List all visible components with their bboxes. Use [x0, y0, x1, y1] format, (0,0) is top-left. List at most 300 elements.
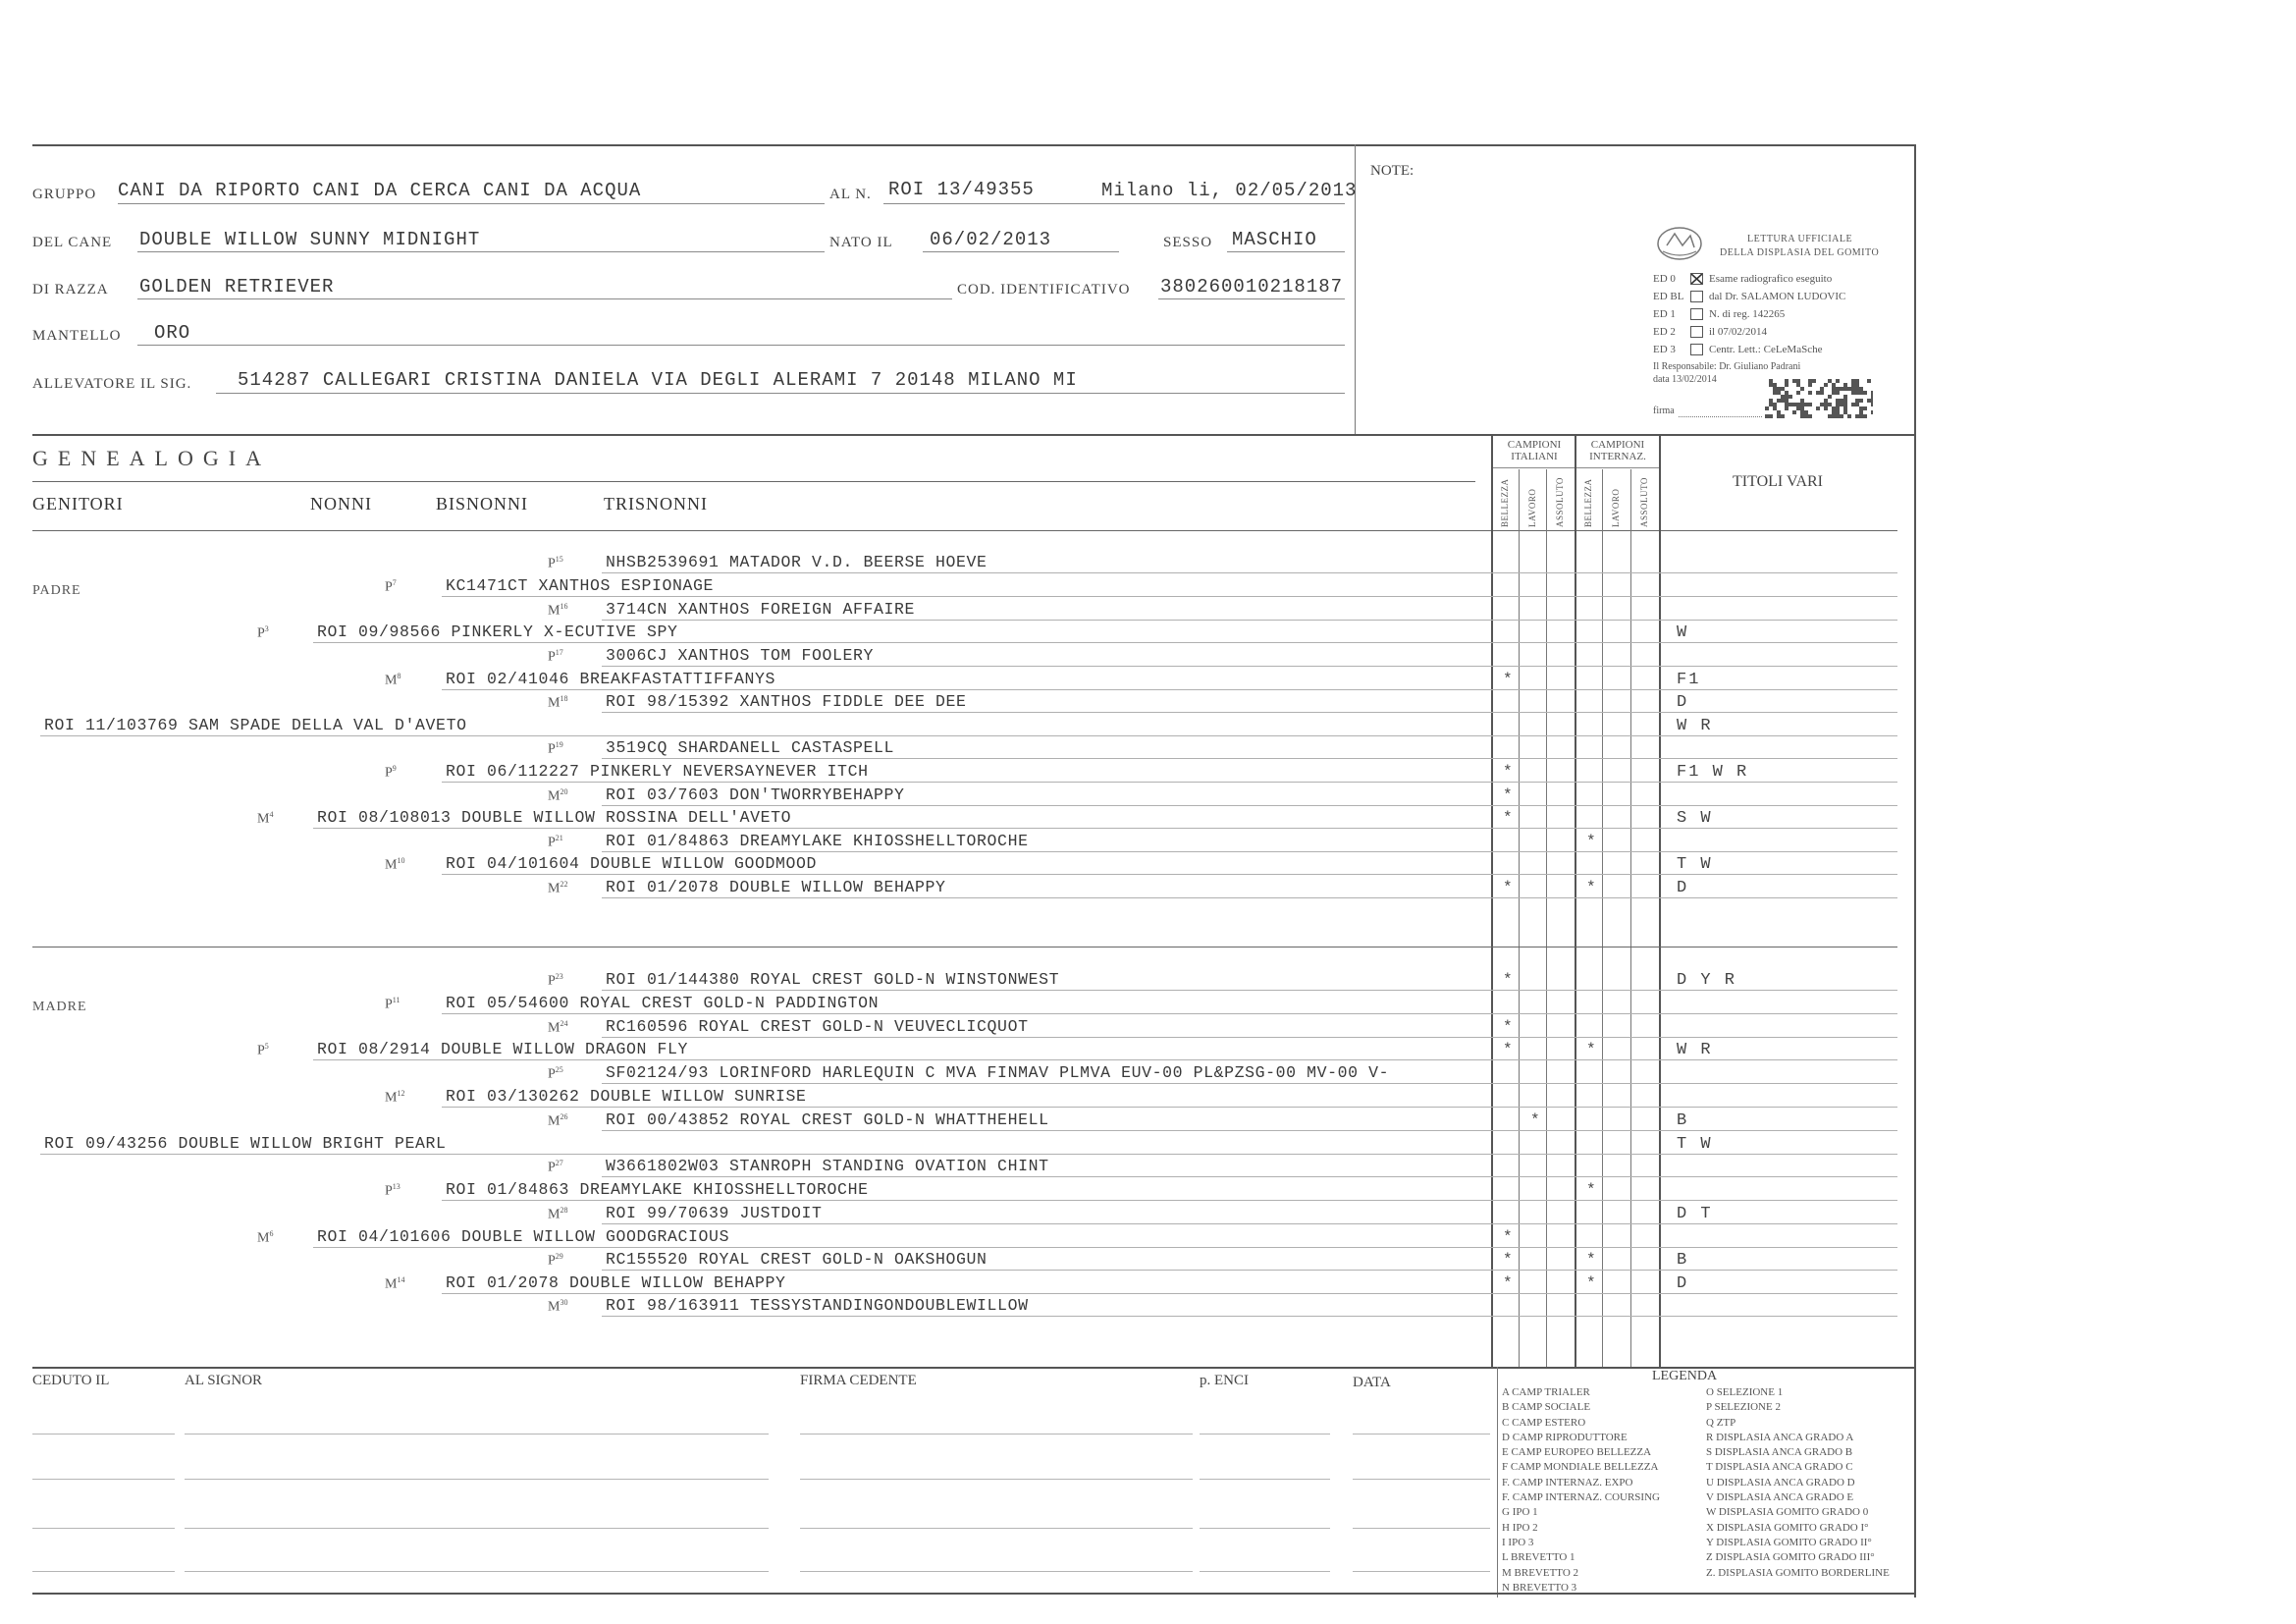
- aln-label: AL N.: [829, 187, 872, 202]
- campioni-italiani: CAMPIONI ITALIANI: [1507, 439, 1562, 462]
- titoli-value: B: [1677, 1251, 1689, 1270]
- legenda-divider: [1497, 1367, 1498, 1597]
- row-position-label: [257, 810, 273, 828]
- allevatore-underline: [216, 393, 1345, 394]
- legenda-right-item: S DISPLASIA ANCA GRADO B: [1706, 1446, 1853, 1459]
- footer-blank-line: [32, 1571, 175, 1572]
- position-letter: P: [385, 997, 393, 1012]
- champion-mark: *: [1586, 879, 1596, 896]
- legenda-right-item: Q ZTP: [1706, 1416, 1736, 1429]
- note-label: NOTE:: [1370, 163, 1415, 179]
- elbow-option-1: [1653, 291, 1879, 308]
- row-grid-underline: [1491, 1270, 1897, 1271]
- position-letter: P: [257, 1043, 265, 1058]
- subcol-assoluto-2: ASSOLUTO: [1555, 477, 1565, 527]
- row-underline: [442, 596, 1491, 597]
- legenda-left-item: M BREVETTO 2: [1502, 1566, 1579, 1579]
- row-position-label: [548, 787, 567, 805]
- titoli-vari: TITOLI VARI: [1733, 473, 1823, 490]
- row-grid-underline: [1491, 851, 1897, 852]
- madre-label: MADRE: [32, 1000, 87, 1014]
- row-position-label: [548, 1298, 567, 1316]
- legenda-right: [1706, 1385, 1890, 1581]
- col-trisnonni: TRISNONNI: [604, 494, 708, 514]
- row-grid-underline: [1491, 596, 1897, 597]
- elbow-options: [1653, 273, 1879, 361]
- place-date: Milano li, 02/05/2013: [1101, 180, 1358, 201]
- colhead-underline: [32, 530, 1897, 531]
- legenda-left-item: F CAMP MONDIALE BELLEZZA: [1502, 1461, 1659, 1474]
- row-position-label: [548, 972, 563, 990]
- row-grid-underline: [1491, 642, 1897, 643]
- position-number: 17: [555, 648, 563, 657]
- legenda-right-item: X DISPLASIA GOMITO GRADO I°: [1706, 1521, 1869, 1534]
- pedigree-row: ROI 08/2914 DOUBLE WILLOW DRAGON FLY: [317, 1040, 689, 1058]
- checkbox-icon[interactable]: [1690, 291, 1703, 302]
- stamp-title-1: LETTURA UFFICIALE: [1747, 234, 1853, 244]
- col-genitori: GENITORI: [32, 494, 124, 514]
- row-grid-underline: [1491, 689, 1897, 690]
- titoli-value: F1: [1677, 671, 1701, 689]
- checkbox-icon[interactable]: [1690, 326, 1703, 338]
- position-letter: M: [385, 1276, 398, 1292]
- elbow-option-3: [1653, 326, 1879, 344]
- row-position-label: [385, 1275, 404, 1293]
- row-grid-underline: [1491, 572, 1897, 573]
- champion-mark: *: [1503, 1274, 1513, 1292]
- pedigree-row: ROI 01/2078 DOUBLE WILLOW BEHAPPY: [606, 878, 946, 896]
- nato-underline: [923, 251, 1119, 252]
- titoli-value: W: [1677, 623, 1689, 642]
- legenda-left-item: F. CAMP INTERNAZ. COURSING: [1502, 1491, 1660, 1504]
- position-letter: P: [385, 1183, 393, 1199]
- position-letter: M: [548, 1113, 561, 1129]
- footer-blank-line: [185, 1571, 769, 1572]
- responsabile: Il Responsabile: Dr. Giuliano Padrani: [1653, 361, 1801, 372]
- razza-value: GOLDEN RETRIEVER: [139, 276, 335, 298]
- subcol-lavoro-1: LAVORO: [1527, 488, 1537, 527]
- position-number: 20: [560, 787, 568, 796]
- row-underline: [602, 712, 1491, 713]
- row-grid-underline: [1491, 1293, 1897, 1294]
- row-underline: [313, 642, 1491, 643]
- position-letter: P: [548, 741, 556, 757]
- row-position-label: [548, 1019, 567, 1037]
- position-number: 21: [555, 834, 563, 842]
- footer-blank-line: [185, 1479, 769, 1480]
- row-grid-underline: [1491, 666, 1897, 667]
- cod-underline: [1158, 298, 1345, 299]
- row-position-label: [257, 1229, 273, 1247]
- position-number: 4: [269, 810, 274, 819]
- row-underline: [602, 1270, 1491, 1271]
- row-grid-underline: [1491, 735, 1897, 736]
- footer-blank-line: [185, 1434, 769, 1435]
- pedigree-row: ROI 06/112227 PINKERLY NEVERSAYNEVER ITCH: [446, 762, 869, 781]
- row-underline: [313, 1247, 1491, 1248]
- champion-mark: *: [1586, 833, 1596, 850]
- gruppo-underline: [118, 203, 825, 204]
- legenda-left-item: C CAMP ESTERO: [1502, 1416, 1586, 1429]
- legenda-left-item: B CAMP SOCIALE: [1502, 1401, 1591, 1414]
- pedigree-row: 3714CN XANTHOS FOREIGN AFFAIRE: [606, 600, 916, 619]
- pedigree-row: ROI 11/103769 SAM SPADE DELLA VAL D'AVETO: [44, 716, 467, 734]
- legenda-left-item: N BREVETTO 3: [1502, 1581, 1577, 1594]
- nato-value: 06/02/2013: [930, 229, 1052, 250]
- footer-blank-line: [32, 1479, 175, 1480]
- row-underline: [602, 1223, 1491, 1224]
- elbow-option-4: [1653, 344, 1879, 361]
- footer-blank-line: [1200, 1434, 1330, 1435]
- position-number: 15: [555, 555, 563, 564]
- cane-label: DEL CANE: [32, 235, 113, 250]
- row-underline: [40, 735, 1491, 736]
- pedigree-row: RC160596 ROYAL CREST GOLD-N VEUVECLICQUOT: [606, 1017, 1029, 1036]
- position-letter: P: [548, 1253, 556, 1269]
- position-number: 6: [269, 1229, 274, 1238]
- row-position-label: [548, 555, 563, 572]
- legenda-right-item: Z. DISPLASIA GOMITO BORDERLINE: [1706, 1566, 1890, 1579]
- position-letter: P: [548, 1066, 556, 1082]
- row-grid-underline: [1491, 1176, 1897, 1177]
- row-position-label: [385, 1182, 400, 1200]
- row-position-label: [548, 602, 567, 620]
- row-position-label: [548, 834, 563, 851]
- titoli-value: T W: [1677, 1135, 1713, 1154]
- grid-left: [1491, 434, 1493, 1367]
- position-number: 29: [555, 1252, 563, 1261]
- titoli-value: B: [1677, 1111, 1689, 1130]
- position-number: 5: [264, 1042, 269, 1051]
- position-number: 13: [392, 1182, 400, 1191]
- cod-label: COD. IDENTIFICATIVO: [957, 282, 1131, 298]
- row-grid-underline: [1491, 897, 1897, 898]
- mantello-label: MANTELLO: [32, 328, 122, 344]
- mantello-underline: [137, 345, 1345, 346]
- grid-v2: [1546, 469, 1547, 1367]
- gruppo-label: GRUPPO: [32, 187, 97, 202]
- row-underline: [442, 1107, 1491, 1108]
- row-position-label: [385, 764, 397, 782]
- position-number: 8: [397, 672, 401, 680]
- row-grid-underline: [1491, 1247, 1897, 1248]
- razza-underline: [137, 298, 952, 299]
- position-letter: M: [548, 881, 561, 896]
- elbow-option-text: il 07/02/2014: [1709, 326, 1767, 338]
- allevatore-value: 514287 CALLEGARI CRISTINA DANIELA VIA DEGLI ALERAMI 7 20148 MILANO MI: [238, 369, 1078, 391]
- legenda-left: [1502, 1385, 1660, 1596]
- position-number: 10: [397, 856, 405, 865]
- footer-blank-line: [185, 1528, 769, 1529]
- row-grid-underline: [1491, 1037, 1897, 1038]
- footer-blank-line: [1353, 1434, 1490, 1435]
- row-position-label: [548, 1252, 563, 1270]
- position-letter: P: [257, 625, 265, 641]
- row-underline: [442, 1293, 1491, 1294]
- elbow-option-code: ED 1: [1653, 308, 1676, 320]
- pedigree-row: ROI 09/43256 DOUBLE WILLOW BRIGHT PEARL: [44, 1134, 447, 1153]
- row-underline: [602, 1176, 1491, 1177]
- footer-blank-line: [1353, 1528, 1490, 1529]
- footer-blank-line: [800, 1434, 1193, 1435]
- position-number: 11: [392, 996, 400, 1004]
- cane-underline: [137, 251, 825, 252]
- position-letter: P: [385, 579, 393, 595]
- pedigree-row: ROI 03/7603 DON'TWORRYBEHAPPY: [606, 785, 905, 804]
- row-position-label: [548, 1159, 563, 1176]
- legenda-left-item: L BREVETTO 1: [1502, 1551, 1575, 1564]
- pedigree-row: ROI 09/98566 PINKERLY X-ECUTIVE SPY: [317, 623, 678, 641]
- row-position-label: [548, 1206, 567, 1223]
- genealogy-bottom: [32, 1367, 1915, 1369]
- firma-underline: [1679, 416, 1762, 417]
- champion-mark: *: [1586, 1251, 1596, 1269]
- row-position-label: [385, 1089, 404, 1107]
- legenda-left-item: I IPO 3: [1502, 1536, 1534, 1548]
- position-letter: P: [385, 765, 393, 781]
- elbow-option-code: ED BL: [1653, 291, 1684, 302]
- footer-blank-line: [1353, 1479, 1490, 1480]
- cod-value: 380260010218187: [1160, 276, 1344, 298]
- legenda-right-item: Y DISPLASIA GOMITO GRADO II°: [1706, 1536, 1872, 1548]
- subcol-bellezza-0: BELLEZZA: [1500, 478, 1510, 527]
- pedigree-row: ROI 08/108013 DOUBLE WILLOW ROSSINA DELL'AVETO: [317, 808, 792, 827]
- position-letter: M: [548, 1207, 561, 1222]
- footer-blank-line: [800, 1479, 1193, 1480]
- position-number: 7: [392, 578, 397, 587]
- footer-blank-line: [800, 1528, 1193, 1529]
- pedigree-row: ROI 00/43852 ROYAL CREST GOLD-N WHATTHEHELL: [606, 1110, 1049, 1129]
- legenda-title: LEGENDA: [1652, 1369, 1718, 1383]
- champion-mark: *: [1503, 1228, 1513, 1246]
- checkbox-icon[interactable]: [1690, 344, 1703, 355]
- row-underline: [442, 689, 1491, 690]
- row-underline: [602, 1316, 1491, 1317]
- row-underline: [442, 1013, 1491, 1014]
- row-grid-underline: [1491, 1130, 1897, 1131]
- top-border: [32, 144, 1915, 146]
- legenda-left-item: D CAMP RIPRODUTTORE: [1502, 1431, 1628, 1443]
- footer-blank-line: [1353, 1571, 1490, 1572]
- ceduto-label: CEDUTO IL: [32, 1373, 110, 1388]
- legenda-right-item: Z DISPLASIA GOMITO GRADO III°: [1706, 1551, 1875, 1564]
- pedigree-row: ROI 01/144380 ROYAL CREST GOLD-N WINSTONWEST: [606, 970, 1060, 989]
- sesso-label: SESSO: [1163, 235, 1213, 250]
- titoli-value: D Y R: [1677, 971, 1737, 990]
- row-underline: [602, 1083, 1491, 1084]
- aln-value: ROI 13/49355: [888, 179, 1035, 200]
- footer-blank-line: [800, 1571, 1193, 1572]
- firma-label: firma: [1653, 406, 1675, 416]
- allevatore-label: ALLEVATORE IL SIG.: [32, 376, 192, 392]
- row-underline: [602, 990, 1491, 991]
- pedigree-row: ROI 04/101604 DOUBLE WILLOW GOODMOOD: [446, 854, 818, 873]
- row-position-label: [257, 624, 269, 642]
- champion-mark: *: [1503, 1251, 1513, 1269]
- elbow-option-0: [1653, 273, 1879, 291]
- row-grid-underline: [1491, 1154, 1897, 1155]
- legenda-left-item: E CAMP EUROPEO BELLEZZA: [1502, 1446, 1652, 1459]
- row-underline: [442, 1200, 1491, 1201]
- grid-mid: [1575, 434, 1576, 1367]
- footer-blank-line: [32, 1434, 175, 1435]
- row-underline: [602, 1130, 1491, 1131]
- pedigree-row: 3519CQ SHARDANELL CASTASPELL: [606, 738, 895, 757]
- titoli-value: D T: [1677, 1205, 1713, 1223]
- champion-mark: *: [1503, 1041, 1513, 1058]
- pedigree-row: NHSB2539691 MATADOR V.D. BEERSE HOEVE: [606, 553, 988, 571]
- campioni-internaz: CAMPIONI INTERNAZ.: [1589, 439, 1646, 462]
- position-number: 27: [555, 1159, 563, 1167]
- row-position-label: [385, 996, 400, 1013]
- position-number: 9: [392, 764, 397, 773]
- titoli-value: D: [1677, 879, 1689, 897]
- checkbox-checked-icon[interactable]: [1690, 273, 1703, 285]
- row-grid-underline: [1491, 712, 1897, 713]
- grid-v1: [1519, 469, 1520, 1367]
- nato-label: NATO IL: [829, 235, 893, 250]
- pedigree-row: W3661802W03 STANROPH STANDING OVATION CHINT: [606, 1157, 1049, 1175]
- row-grid-underline: [1491, 1200, 1897, 1201]
- champion-mark: *: [1503, 809, 1513, 827]
- position-letter: M: [548, 1020, 561, 1036]
- titoli-value: W R: [1677, 1041, 1713, 1059]
- data-label: DATA: [1353, 1375, 1391, 1390]
- row-grid-underline: [1491, 1107, 1897, 1108]
- row-position-label: [548, 740, 563, 758]
- pedigree-row: ROI 01/84863 DREAMYLAKE KHIOSSHELLTOROCHE: [446, 1180, 869, 1199]
- pedigree-row: ROI 04/101606 DOUBLE WILLOW GOODGRACIOUS: [317, 1227, 730, 1246]
- position-number: 25: [555, 1065, 563, 1074]
- champion-mark: *: [1503, 763, 1513, 781]
- mantello-value: ORO: [154, 322, 191, 344]
- row-position-label: [257, 1042, 269, 1059]
- row-underline: [602, 851, 1491, 852]
- row-grid-underline: [1491, 874, 1897, 875]
- padre-label: PADRE: [32, 583, 81, 598]
- row-grid-underline: [1491, 782, 1897, 783]
- legenda-right-item: V DISPLASIA ANCA GRADO E: [1706, 1491, 1854, 1504]
- row-grid-underline: [1491, 805, 1897, 806]
- row-underline: [313, 828, 1491, 829]
- pedigree-row: ROI 01/84863 DREAMYLAKE KHIOSSHELLTOROCHE: [606, 832, 1029, 850]
- position-letter: P: [548, 973, 556, 989]
- position-number: 23: [555, 972, 563, 981]
- row-position-label: [548, 1112, 567, 1130]
- grid-v5: [1630, 469, 1631, 1367]
- titoli-value: F1 W R: [1677, 763, 1749, 782]
- position-number: 26: [560, 1112, 568, 1121]
- legenda-left-item: A CAMP TRIALER: [1502, 1386, 1590, 1398]
- data-line: data 13/02/2014: [1653, 374, 1717, 385]
- pedigree-row: ROI 98/15392 XANTHOS FIDDLE DEE DEE: [606, 692, 967, 711]
- elbow-option-code: ED 3: [1653, 344, 1676, 355]
- row-underline: [602, 758, 1491, 759]
- position-letter: M: [548, 695, 561, 711]
- position-number: 22: [560, 880, 568, 889]
- champion-mark: *: [1503, 971, 1513, 989]
- pedigree-row: ROI 98/163911 TESSYSTANDINGONDOUBLEWILLOW: [606, 1296, 1029, 1315]
- genealogy-title: GENEALOGIA: [32, 446, 271, 470]
- grid-v4: [1602, 469, 1603, 1367]
- pedigree-row: 3006CJ XANTHOS TOM FOOLERY: [606, 646, 875, 665]
- champion-mark: *: [1503, 1018, 1513, 1036]
- elbow-option-text: Esame radiografico eseguito: [1709, 273, 1833, 285]
- row-position-label: [548, 694, 567, 712]
- pedigree-row: SF02124/93 LORINFORD HARLEQUIN C MVA FINMAV PLMVA EUV-00 PL&PZSG-00 MV-00 V-: [606, 1063, 1390, 1082]
- penci-label: p. ENCI: [1200, 1373, 1249, 1388]
- champion-mark: *: [1503, 671, 1513, 688]
- pedigree-row: RC155520 ROYAL CREST GOLD-N OAKSHOGUN: [606, 1250, 988, 1269]
- position-letter: M: [548, 788, 561, 804]
- position-letter: M: [548, 1299, 561, 1315]
- col-nonni: NONNI: [310, 494, 372, 514]
- header-bottom-border: [32, 434, 1915, 436]
- grid-right: [1659, 434, 1661, 1367]
- elbow-options-list: [1653, 273, 1879, 361]
- position-number: 14: [397, 1275, 405, 1284]
- row-grid-underline: [1491, 620, 1897, 621]
- row-underline: [602, 572, 1491, 573]
- position-letter: M: [257, 1230, 270, 1246]
- legenda-right-item: T DISPLASIA ANCA GRADO C: [1706, 1461, 1853, 1474]
- legenda-left-item: F. CAMP INTERNAZ. EXPO: [1502, 1476, 1633, 1489]
- position-number: 28: [560, 1206, 568, 1215]
- position-letter: P: [548, 649, 556, 665]
- row-underline: [602, 666, 1491, 667]
- row-position-label: [385, 856, 404, 874]
- stamp-title-2: DELLA DISPLASIA DEL GOMITO: [1720, 247, 1880, 258]
- position-number: 16: [560, 602, 568, 611]
- row-position-label: [548, 880, 567, 897]
- position-letter: P: [548, 1160, 556, 1175]
- footer-blank-line: [1200, 1479, 1330, 1480]
- footer-blank-line: [1200, 1528, 1330, 1529]
- sesso-value: MASCHIO: [1232, 229, 1317, 250]
- genealogy-title-underline: [32, 481, 1475, 482]
- al-signor-label: AL SIGNOR: [185, 1373, 263, 1388]
- position-number: 18: [560, 694, 568, 703]
- row-position-label: [385, 578, 397, 596]
- position-number: 24: [560, 1019, 568, 1028]
- enci-stamp-logo: [1655, 224, 1704, 263]
- legenda-right-item: U DISPLASIA ANCA GRADO D: [1706, 1476, 1855, 1489]
- checkbox-icon[interactable]: [1690, 308, 1703, 320]
- razza-label: DI RAZZA: [32, 282, 109, 298]
- champion-mark: *: [1586, 1041, 1596, 1058]
- row-grid-underline: [1491, 1083, 1897, 1084]
- legenda-right-item: P SELEZIONE 2: [1706, 1401, 1781, 1414]
- position-letter: M: [548, 603, 561, 619]
- cane-value: DOUBLE WILLOW SUNNY MIDNIGHT: [139, 229, 481, 250]
- elbow-option-text: Centr. Lett.: CeLeMaSche: [1709, 344, 1823, 355]
- row-position-label: [548, 648, 563, 666]
- subcol-assoluto-5: ASSOLUTO: [1639, 477, 1649, 527]
- legenda-left-item: H IPO 2: [1502, 1521, 1538, 1534]
- legenda-right-item: O SELEZIONE 1: [1706, 1386, 1784, 1398]
- qr-code-icon: [1765, 379, 1873, 418]
- legenda-right-item: W DISPLASIA GOMITO GRADO 0: [1706, 1506, 1869, 1519]
- gruppo-value: CANI DA RIPORTO CANI DA CERCA CANI DA ACQUA: [118, 180, 642, 201]
- row-underline: [602, 620, 1491, 621]
- row-grid-underline: [1491, 1316, 1897, 1317]
- row-underline: [442, 874, 1491, 875]
- titoli-value: D: [1677, 1274, 1689, 1293]
- row-underline: [40, 1154, 1491, 1155]
- row-grid-underline: [1491, 828, 1897, 829]
- champion-mark: *: [1586, 1181, 1596, 1199]
- col-bisnonni: BISNONNI: [436, 494, 529, 514]
